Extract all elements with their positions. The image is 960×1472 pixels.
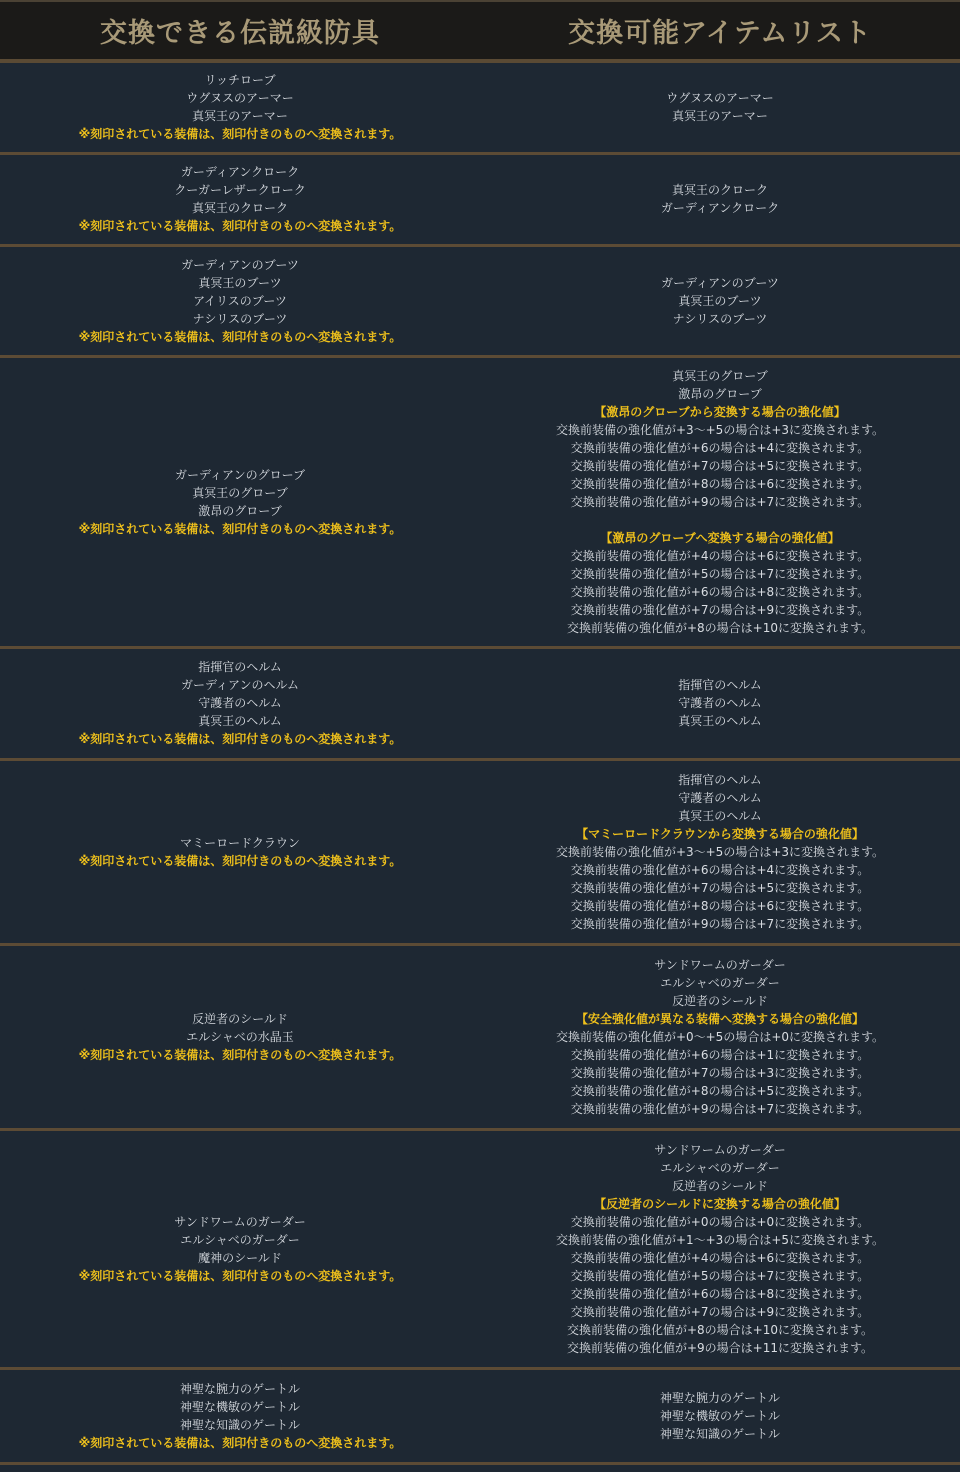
armor-name: アイリスのブーツ [193, 293, 287, 308]
header-exchangeable-armor: 交換できる伝説級防具 [0, 1, 480, 61]
exchange-item: 交換前装備の強化値が+5の場合は+7に変換されます。 [570, 1268, 870, 1283]
exchange-item: 交換前装備の強化値が+4の場合は+6に変換されます。 [570, 548, 870, 563]
armor-name: ナシリスのブーツ [192, 311, 288, 326]
armor-name: サンドワームのガーダー [174, 1214, 306, 1229]
table-body [0, 61, 960, 1463]
table-row [0, 245, 960, 356]
exchange-item: 交換前装備の強化値が+6の場合は+8に変換されます。 [570, 584, 870, 599]
engraving-note: ※刻印されている装備は、刻印付きのものへ変換されます。 [78, 732, 402, 746]
spacer [480, 511, 960, 529]
exchange-item: 交換前装備の強化値が+7の場合は+3に変換されます。 [570, 1065, 870, 1080]
exchange-item: 指揮官のヘルム [678, 678, 762, 692]
exchange-item: 真冥王のヘルム [678, 714, 762, 728]
armor-name: ガーディアンクローク [180, 165, 300, 179]
header-exchange-item-list: 交換可能アイテムリスト [480, 1, 960, 61]
enhancement-heading: 【激昂のグローブへ変換する場合の強化値】 [600, 530, 840, 545]
exchange-item: 真冥王のグローブ [672, 368, 768, 383]
exchange-item: 交換前装備の強化値が+0～+5の場合は+0に変換されます。 [555, 1029, 885, 1044]
exchange-item: 交換前装備の強化値が+3～+5の場合は+3に変換されます。 [555, 844, 885, 859]
exchangeable-armor-cell [0, 356, 480, 647]
header-row [0, 1, 960, 61]
exchange-list-cell [480, 153, 960, 245]
exchange-list-cell [480, 1368, 960, 1463]
exchange-item: 交換前装備の強化値が+3～+5の場合は+3に変換されます。 [555, 422, 885, 437]
exchange-item: 交換前装備の強化値が+7の場合は+5に変換されます。 [570, 458, 870, 473]
exchangeable-armor-cell [0, 759, 480, 944]
exchange-list-cell [480, 356, 960, 647]
exchange-item: 交換前装備の強化値が+8の場合は+10に変換されます。 [566, 1322, 874, 1337]
exchange-item: ナシリスのブーツ [672, 311, 768, 326]
exchange-item: 激昂のグローブ [678, 386, 762, 401]
exchange-item: 交換前装備の強化値が+7の場合は+5に変換されます。 [570, 880, 870, 895]
exchange-item: エルシャベのガーダー [660, 1160, 780, 1175]
table-row [0, 944, 960, 1129]
armor-name: ガーディアンのヘルム [180, 678, 300, 692]
armor-name: 真冥王のブーツ [198, 275, 282, 290]
table-row [0, 759, 960, 944]
exchange-item: 交換前装備の強化値が+9の場合は+11に変換されます。 [566, 1340, 874, 1355]
enhancement-heading: 【マミーロードクラウンから変換する場合の強化値】 [576, 826, 864, 841]
armor-name: 真冥王のグローブ [192, 485, 288, 500]
armor-name: エルシャベの水晶玉 [186, 1029, 294, 1044]
exchange-item: 交換前装備の強化値が+1～+3の場合は+5に変換されます。 [555, 1232, 885, 1247]
engraving-note: ※刻印されている装備は、刻印付きのものへ変換されます。 [78, 1435, 402, 1450]
exchange-list-cell [480, 1129, 960, 1368]
exchange-item: 交換前装備の強化値が+8の場合は+6に変換されます。 [570, 898, 870, 913]
armor-name: マミーロードクラウン [180, 835, 300, 850]
exchange-item: 交換前装備の強化値が+8の場合は+6に変換されます。 [570, 476, 870, 491]
exchange-item: 真冥王のアーマー [672, 109, 768, 124]
engraving-note: ※刻印されている装備は、刻印付きのものへ変換されます。 [78, 127, 402, 142]
table-row [0, 1368, 960, 1463]
exchange-item: 交換前装備の強化値が+9の場合は+7に変換されます。 [570, 494, 870, 509]
exchangeable-armor-cell [0, 944, 480, 1129]
engraving-note: ※刻印されている装備は、刻印付きのものへ変換されます。 [78, 1268, 402, 1283]
armor-name: リッチローブ [204, 73, 276, 88]
exchange-item: 真冥王のクローク [671, 183, 768, 197]
armor-name: クーガーレザークローク [174, 183, 306, 197]
exchange-item: 神聖な知識のゲートル [659, 1426, 780, 1441]
exchange-item: 反逆者のシールド [672, 993, 768, 1008]
exchange-item: 指揮官のヘルム [678, 772, 762, 787]
exchangeable-armor-cell [0, 153, 480, 245]
exchange-item: 交換前装備の強化値が+6の場合は+1に変換されます。 [570, 1047, 870, 1062]
armor-name: 激昂のグローブ [198, 503, 282, 518]
exchange-item: 守護者のヘルム [678, 696, 762, 710]
armor-name: 指揮官のヘルム [198, 660, 282, 674]
exchange-item: サンドワームのガーダー [654, 957, 786, 972]
exchange-item: 交換前装備の強化値が+7の場合は+9に変換されます。 [570, 1304, 870, 1319]
table-row [0, 1129, 960, 1368]
enhancement-heading: 【反逆者のシールドに変換する場合の強化値】 [594, 1196, 846, 1211]
exchange-item: ガーディアンクローク [660, 201, 780, 215]
table-header [0, 1, 960, 61]
exchange-list-cell [480, 759, 960, 944]
armor-name: ウグヌスのアーマー [186, 91, 294, 106]
exchange-item: 交換前装備の強化値が+4の場合は+6に変換されます。 [570, 1250, 870, 1265]
armor-name: 反逆者のシールド [192, 1011, 288, 1026]
armor-name: 神聖な機敏のゲートル [179, 1399, 300, 1414]
armor-name: ガーディアンのグローブ [175, 467, 305, 482]
exchange-list-cell [480, 944, 960, 1129]
exchange-item: 真冥王のヘルム [678, 808, 762, 823]
enhancement-heading: 【激昂のグローブから変換する場合の強化値】 [594, 404, 846, 419]
exchangeable-armor-cell [0, 647, 480, 759]
exchangeable-armor-cell [0, 1368, 480, 1463]
armor-name: 神聖な知識のゲートル [179, 1417, 300, 1432]
exchange-item: 交換前装備の強化値が+9の場合は+7に変換されます。 [570, 916, 870, 931]
exchange-item: 神聖な機敏のゲートル [659, 1408, 780, 1423]
exchange-item: 交換前装備の強化値が+9の場合は+7に変換されます。 [570, 1101, 870, 1116]
exchange-item: 交換前装備の強化値が+8の場合は+5に変換されます。 [570, 1083, 870, 1098]
exchange-item: ウグヌスのアーマー [666, 91, 774, 106]
exchange-item: 交換前装備の強化値が+0の場合は+0に変換されます。 [570, 1214, 870, 1229]
engraving-note: ※刻印されている装備は、刻印付きのものへ変換されます。 [78, 219, 402, 233]
table-row [0, 647, 960, 759]
exchange-item: 交換前装備の強化値が+8の場合は+10に変換されます。 [566, 620, 874, 635]
exchange-item: 真冥王のブーツ [678, 293, 762, 308]
exchange-item: 交換前装備の強化値が+6の場合は+4に変換されます。 [570, 862, 870, 877]
exchange-list-cell [480, 245, 960, 356]
exchangeable-armor-cell [0, 1129, 480, 1368]
engraving-note: ※刻印されている装備は、刻印付きのものへ変換されます。 [78, 1047, 402, 1062]
exchange-item: 守護者のヘルム [678, 790, 762, 805]
exchange-item: 神聖な腕力のゲートル [659, 1390, 780, 1405]
engraving-note: ※刻印されている装備は、刻印付きのものへ変換されます。 [78, 853, 402, 868]
armor-name: 守護者のヘルム [198, 696, 282, 710]
table-row [0, 61, 960, 153]
armor-name: 神聖な腕力のゲートル [179, 1381, 300, 1396]
exchange-list-cell [480, 61, 960, 153]
armor-name: 真冥王のヘルム [198, 714, 282, 728]
exchange-item: 交換前装備の強化値が+5の場合は+7に変換されます。 [570, 566, 870, 581]
exchangeable-armor-cell [0, 245, 480, 356]
armor-name: ガーディアンのブーツ [181, 257, 299, 272]
exchange-item: 交換前装備の強化値が+6の場合は+4に変換されます。 [570, 440, 870, 455]
exchange-item: 交換前装備の強化値が+6の場合は+8に変換されます。 [570, 1286, 870, 1301]
engraving-note: ※刻印されている装備は、刻印付きのものへ変換されます。 [78, 521, 402, 536]
armor-name: エルシャベのガーダー [180, 1232, 300, 1247]
armor-name: 魔神のシールド [198, 1250, 282, 1265]
table-row [0, 153, 960, 245]
exchange-item: 反逆者のシールド [672, 1178, 768, 1193]
enhancement-heading: 【安全強化値が異なる装備へ変換する場合の強化値】 [575, 1011, 864, 1026]
armor-name: 真冥王のクローク [191, 201, 288, 215]
armor-name: 真冥王のアーマー [192, 109, 288, 124]
engraving-note: ※刻印されている装備は、刻印付きのものへ変換されます。 [78, 329, 402, 344]
exchange-item: 交換前装備の強化値が+7の場合は+9に変換されます。 [570, 602, 870, 617]
exchangeable-armor-cell [0, 61, 480, 153]
exchange-item: ガーディアンのブーツ [661, 275, 779, 290]
exchange-list-cell [480, 647, 960, 759]
exchange-item: エルシャベのガーダー [660, 975, 780, 990]
exchange-item: サンドワームのガーダー [654, 1142, 786, 1157]
table-row [0, 356, 960, 647]
